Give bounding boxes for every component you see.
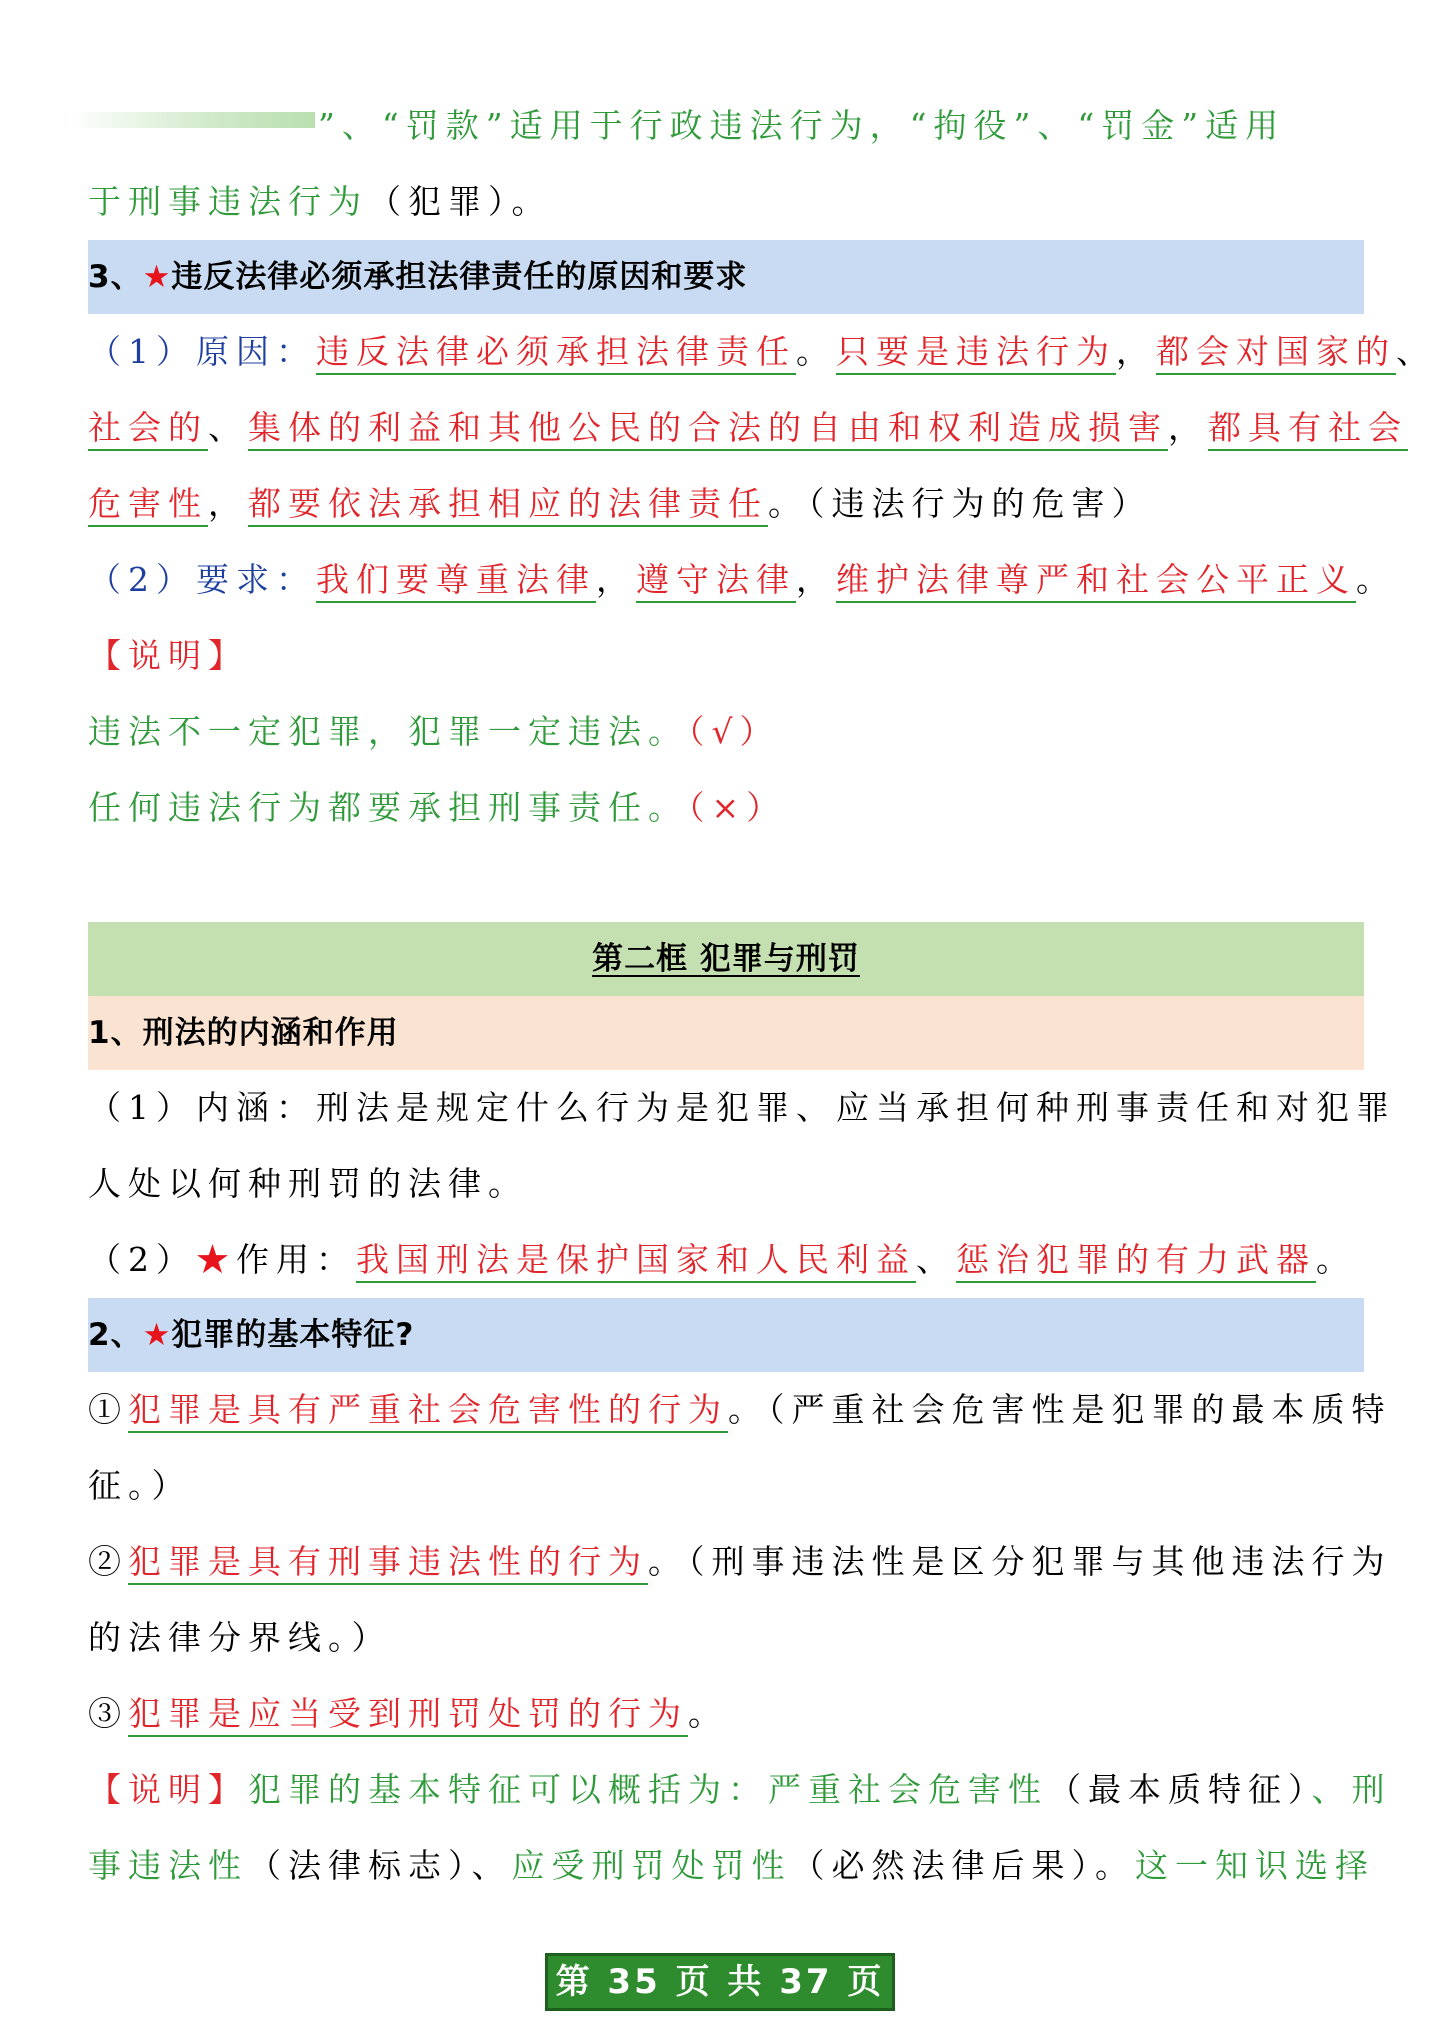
text-line <box>88 1372 1392 1448</box>
punct: ， <box>1116 332 1156 371</box>
key-text: 违反法律必须承担法律责任 <box>316 332 796 375</box>
label: （2）要求： <box>88 560 316 599</box>
page-number-text: 第 35 页 共 37 页 <box>555 1962 885 2002</box>
text-line <box>88 164 1364 240</box>
key-text: 维护法律尊严和社会公平正义 <box>836 560 1356 603</box>
punct: 。 <box>1316 1240 1356 1279</box>
key-text: 惩治犯罪的有力武器 <box>956 1240 1316 1283</box>
text-line <box>88 88 1364 164</box>
text-line: 的法律分界线。） <box>88 1618 392 1657</box>
text-line <box>88 466 1364 542</box>
text-line <box>88 390 1408 466</box>
punct: 、 <box>1396 332 1436 371</box>
text: 作用： <box>236 1240 356 1279</box>
key-text: 集体的利益和其他公民的合法的自由和权利造成损害 <box>248 408 1168 451</box>
punct: 、 <box>471 1846 512 1885</box>
key-text: 遵守法律 <box>636 560 796 603</box>
heading-number: 2、 <box>88 1317 143 1353</box>
text: 犯罪的基本特征可以概括为：严重社会危害性 <box>248 1770 1048 1809</box>
text-line <box>88 542 1396 618</box>
text: ”、“罚款”适用于行政违法行为，“拘役”、“罚金”适用 <box>318 106 1286 145</box>
key-text: 只要是违法行为 <box>836 332 1116 375</box>
text-line <box>88 1676 1364 1752</box>
text: （最本质特征） <box>1048 1770 1312 1809</box>
text-line: 征。） <box>88 1466 192 1505</box>
key-text: 都会对国家的 <box>1156 332 1396 375</box>
punct: ， <box>596 560 636 599</box>
text-line <box>88 1752 1392 1828</box>
page-footer <box>0 1953 1440 2011</box>
check-mark: （√） <box>688 712 780 751</box>
key-text: 我国刑法是保护国家和人民利益 <box>356 1240 916 1283</box>
circled-number: ② <box>88 1542 128 1581</box>
text: 违法不一定犯罪，犯罪一定违法。 <box>88 712 688 751</box>
punct: 。 <box>1095 1846 1135 1885</box>
section-heading-1: 1、刑法的内涵和作用 <box>88 996 1364 1070</box>
page-number-badge <box>545 1953 896 2011</box>
key-text: 犯罪是具有刑事违法性的行为 <box>128 1542 648 1585</box>
text-line <box>88 770 1364 846</box>
text-line <box>88 694 1364 770</box>
punct: ， <box>1168 408 1208 447</box>
section-heading-2 <box>88 1298 1364 1372</box>
text-line <box>88 314 1436 390</box>
text-line: （1）内涵：刑法是规定什么行为是犯罪、应当承担何种刑事责任和对犯罪 <box>88 1088 1396 1127</box>
text: 于刑事违法行为 <box>88 182 368 221</box>
frame-title-text: 第二框 犯罪与刑罚 <box>592 941 860 977</box>
spacer <box>88 846 1364 922</box>
text: 应受刑罚处罚性 <box>511 1846 792 1885</box>
star-icon: ★ <box>142 259 172 295</box>
key-text: 危害性 <box>88 484 208 527</box>
punct: 。 <box>796 332 836 371</box>
text: （犯罪）。 <box>368 182 552 221</box>
key-text: 都具有社会 <box>1208 408 1408 451</box>
key-text: 社会的 <box>88 408 208 451</box>
heading-number: 3、 <box>88 259 143 295</box>
text: （2） <box>88 1240 196 1279</box>
text: 。（严重社会危害性是犯罪的最本质特 <box>728 1390 1392 1429</box>
document-page <box>88 0 1436 1904</box>
text-line <box>88 1828 1375 1904</box>
section-heading-3 <box>88 240 1364 314</box>
label: （1）原因： <box>88 332 316 371</box>
note-label: 【说明】 <box>88 1770 248 1809</box>
key-text: 犯罪是具有严重社会危害性的行为 <box>128 1390 728 1433</box>
punct: 、 <box>208 408 248 447</box>
text: 事违法性 <box>88 1846 248 1885</box>
text: 、刑 <box>1311 1770 1392 1809</box>
star-icon: ★ <box>142 1317 172 1353</box>
text-line: 人处以何种刑罚的法律。 <box>88 1164 528 1203</box>
punct: 。 <box>1356 560 1396 599</box>
heading-text: 犯罪的基本特征? <box>171 1317 415 1353</box>
key-text: 犯罪是应当受到刑罚处罚的行为 <box>128 1694 688 1737</box>
text-line <box>88 1222 1364 1298</box>
key-text: 都要依法承担相应的法律责任 <box>248 484 768 527</box>
text: 这一知识选择 <box>1135 1846 1375 1885</box>
key-text: 我们要尊重法律 <box>316 560 596 603</box>
frame-title <box>88 922 1364 996</box>
punct: ， <box>208 484 248 523</box>
note-label: 【说明】 <box>88 636 248 675</box>
text-line <box>88 1524 1392 1600</box>
star-icon: ★ <box>196 1240 236 1279</box>
text: 。（违法行为的危害） <box>768 484 1152 523</box>
heading-text: 违反法律必须承担法律责任的原因和要求 <box>171 259 748 295</box>
circled-number: ① <box>88 1390 128 1429</box>
cross-mark: （×） <box>688 788 787 827</box>
punct: 、 <box>916 1240 956 1279</box>
text: （必然法律后果） <box>791 1846 1095 1885</box>
text: 。（刑事违法性是区分犯罪与其他违法行为 <box>648 1542 1392 1581</box>
text: （法律标志） <box>248 1846 472 1885</box>
punct: ， <box>796 560 836 599</box>
text: 任何违法行为都要承担刑事责任。 <box>88 788 688 827</box>
punct: 。 <box>688 1694 728 1733</box>
circled-number: ③ <box>88 1694 128 1733</box>
